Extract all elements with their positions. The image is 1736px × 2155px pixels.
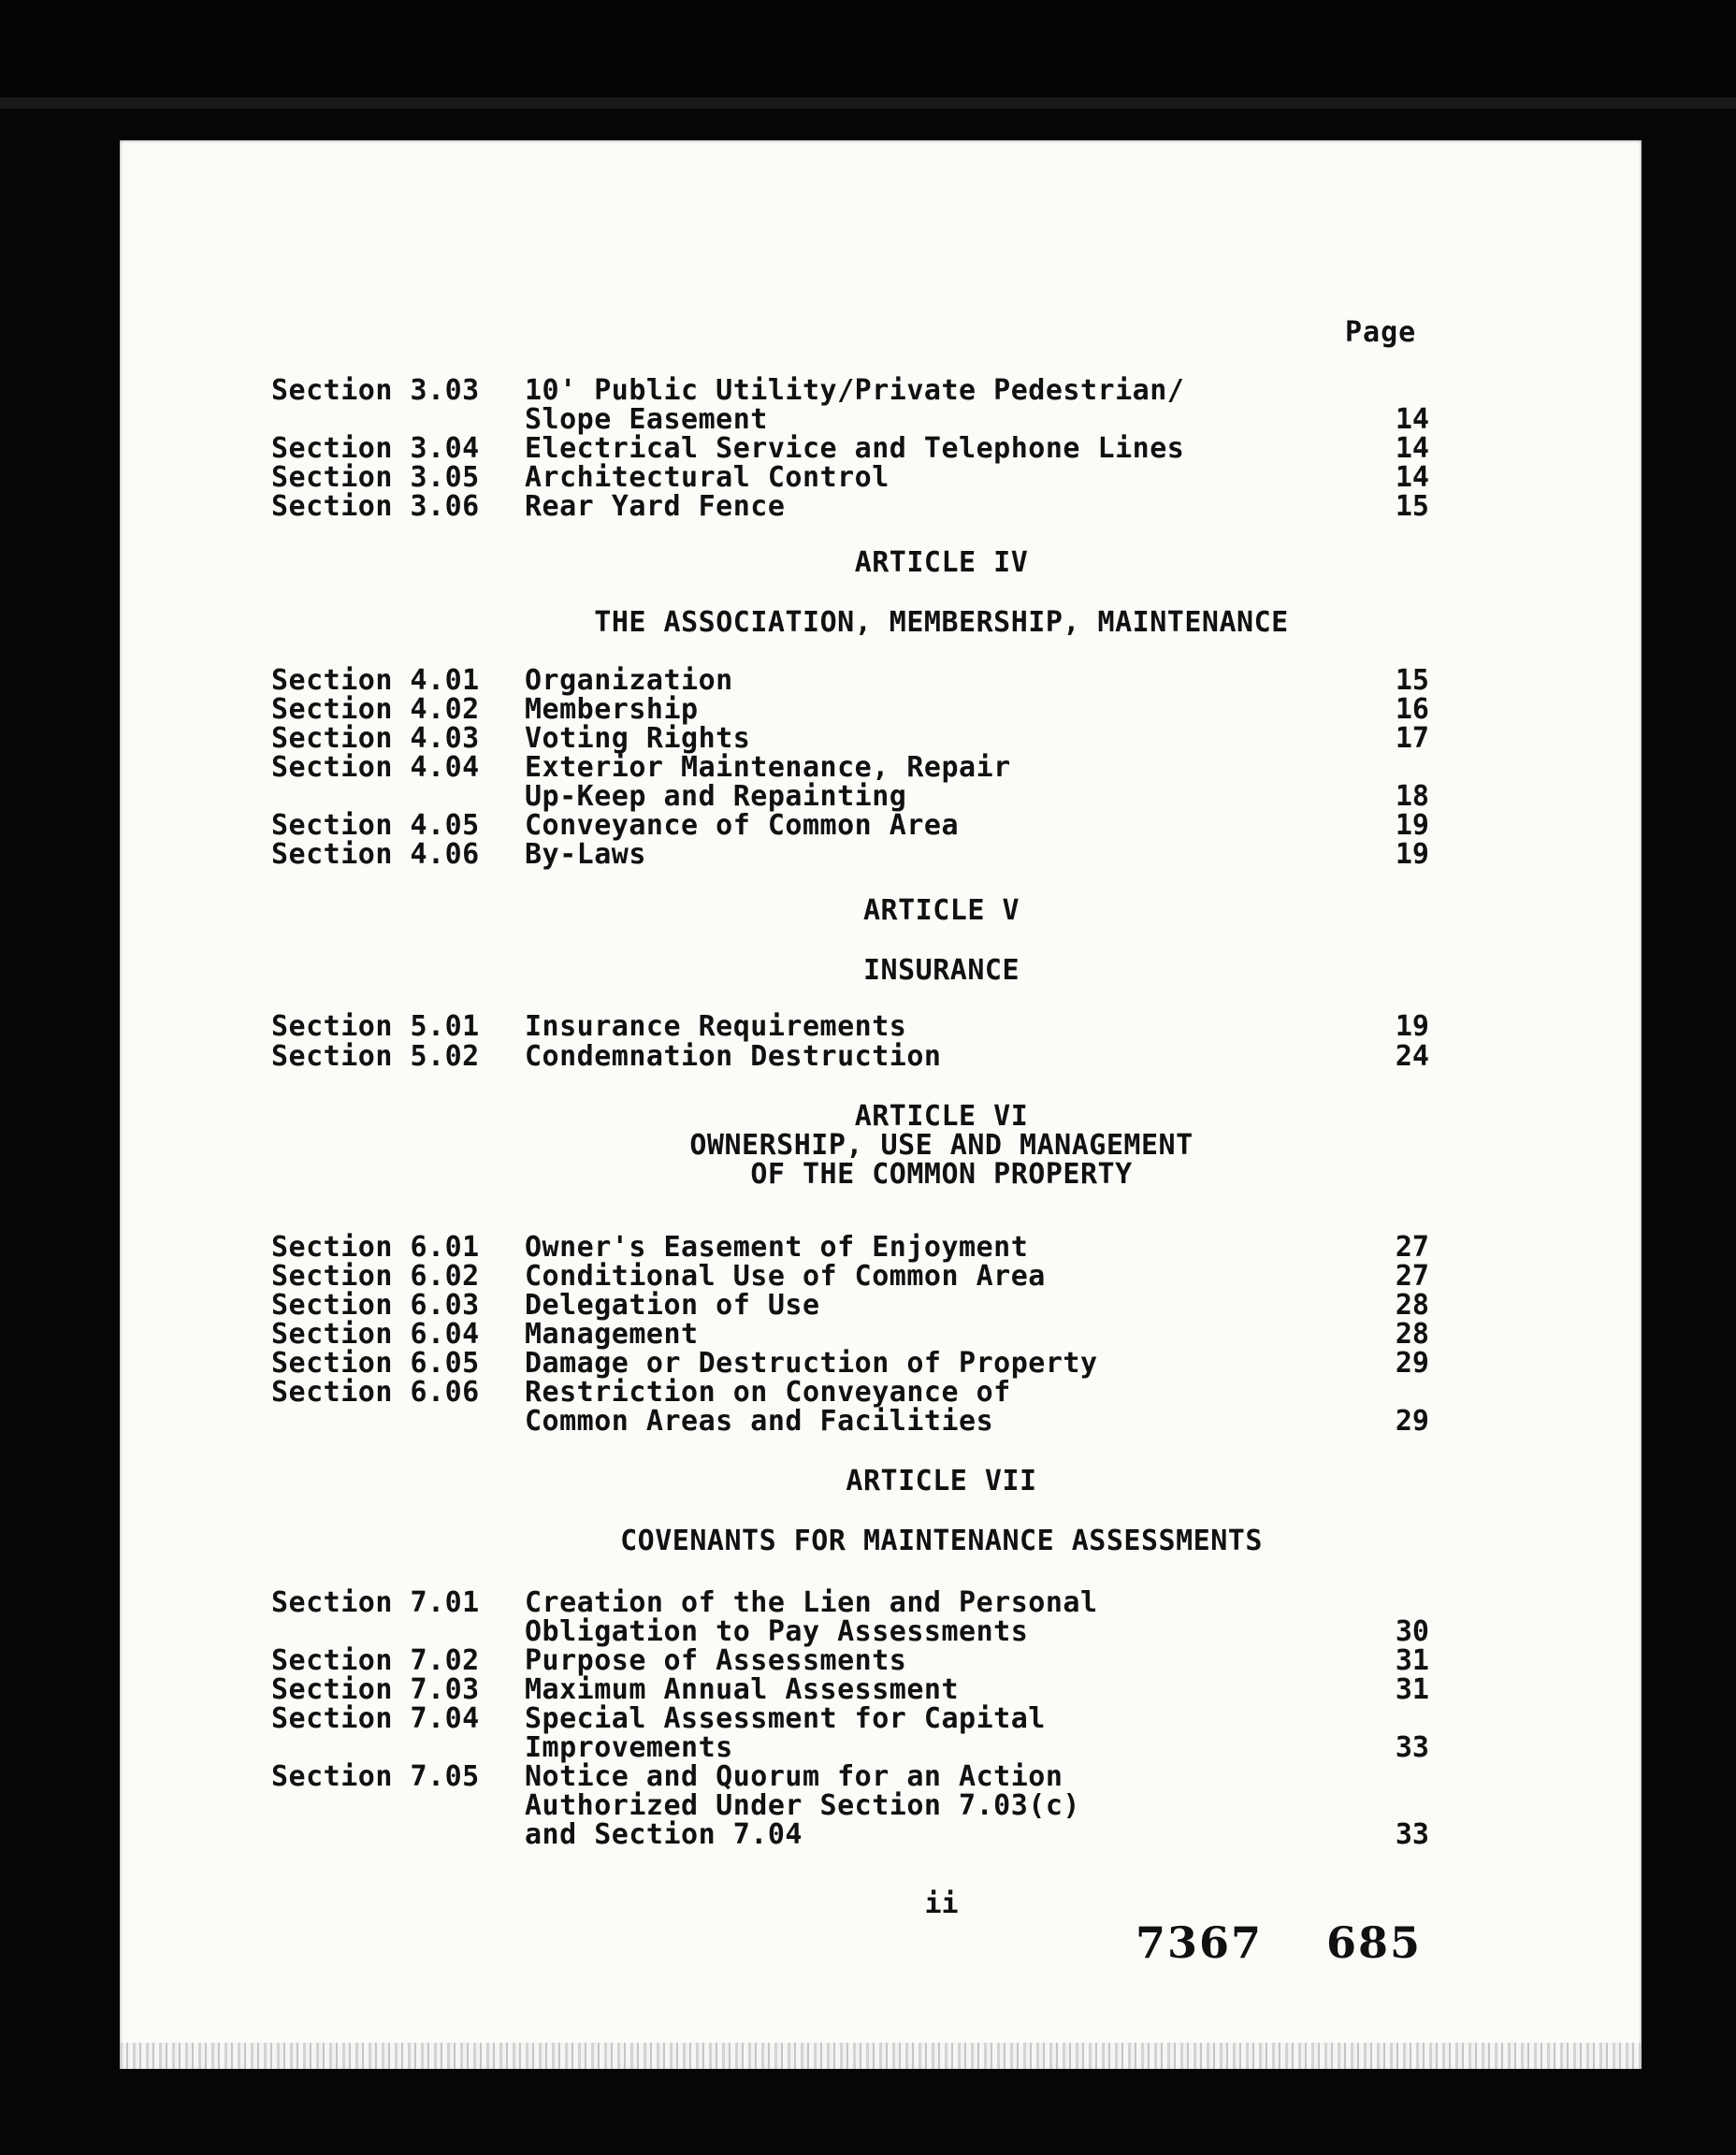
section-page: 28 [1395, 1289, 1429, 1322]
section-number: Section 7.04 [271, 1702, 480, 1735]
article-6-title-line-2: OF THE COMMON PROPERTY [750, 1158, 1133, 1191]
section-page: 17 [1395, 722, 1429, 755]
section-number: Section 6.02 [271, 1260, 480, 1293]
section-title: Damage or Destruction of Property [525, 1347, 1098, 1380]
section-number: Section 6.05 [271, 1347, 480, 1380]
section-title: Management [525, 1318, 699, 1351]
section-number: Section 6.04 [271, 1318, 480, 1351]
section-page: 33 [1395, 1731, 1429, 1764]
article-5-title: INSURANCE [862, 954, 1020, 987]
section-page: 14 [1395, 461, 1429, 494]
section-title: Voting Rights [525, 722, 751, 755]
section-title: Organization [525, 664, 733, 697]
section-page: 24 [1395, 1040, 1429, 1073]
section-title: Insurance Requirements [525, 1010, 907, 1043]
section-title: By-Laws [525, 838, 646, 871]
article-4-title: THE ASSOCIATION, MEMBERSHIP, MAINTENANCE [594, 606, 1289, 639]
section-number: Section 7.05 [271, 1760, 480, 1793]
section-page: 27 [1395, 1260, 1429, 1293]
section-page: 19 [1395, 809, 1429, 842]
table-of-contents [120, 140, 1642, 2069]
section-title: Electrical Service and Telephone Lines [525, 432, 1185, 465]
section-page: 33 [1395, 1818, 1429, 1851]
section-page: 14 [1395, 432, 1429, 465]
section-number: Section 3.06 [271, 490, 480, 523]
recording-page-number: 685 [1326, 1917, 1423, 1968]
article-7-number: ARTICLE VII [846, 1465, 1037, 1497]
section-page: 18 [1395, 780, 1429, 813]
section-page: 31 [1395, 1644, 1429, 1677]
scan-top-border [0, 0, 1736, 108]
section-title: Membership [525, 693, 699, 726]
section-number: Section 5.01 [271, 1010, 480, 1043]
section-title: Creation of the Lien and Personal Obligation to Pay Assessments [525, 1586, 1098, 1648]
section-title: Purpose of Assessments [525, 1644, 907, 1677]
section-page: 29 [1395, 1405, 1429, 1438]
section-title: 10' Public Utility/Private Pedestrian/ Slope Easement [525, 374, 1185, 436]
document-page [120, 140, 1642, 2069]
section-number: Section 4.05 [271, 809, 480, 842]
section-number: Section 6.06 [271, 1376, 480, 1409]
article-4-number: ARTICLE IV [854, 546, 1029, 579]
section-number: Section 4.06 [271, 838, 480, 871]
section-number: Section 4.02 [271, 693, 480, 726]
section-title: Rear Yard Fence [525, 490, 786, 523]
section-number: Section 4.04 [271, 751, 480, 784]
article-6-heading [120, 1102, 1642, 1189]
section-page: 19 [1395, 1010, 1429, 1043]
section-title: Conditional Use of Common Area [525, 1260, 1046, 1293]
section-page: 28 [1395, 1318, 1429, 1351]
section-number: Section 7.01 [271, 1586, 480, 1619]
section-page: 16 [1395, 693, 1429, 726]
section-number: Section 4.03 [271, 722, 480, 755]
article-7-title: COVENANTS FOR MAINTENANCE ASSESSMENTS [620, 1525, 1263, 1557]
section-number: Section 6.03 [271, 1289, 480, 1322]
section-page: 31 [1395, 1673, 1429, 1706]
section-number: Section 5.02 [271, 1040, 480, 1073]
section-title: Maximum Annual Assessment [525, 1673, 960, 1706]
section-number: Section 3.05 [271, 461, 480, 494]
page-folio: ii [924, 1887, 959, 1920]
section-title: Notice and Quorum for an Action Authorized Under Section 7.03(c) and Section 7.04 [525, 1760, 1080, 1851]
section-number: Section 3.03 [271, 374, 480, 407]
section-page: 27 [1395, 1231, 1429, 1264]
section-number: Section 6.01 [271, 1231, 480, 1264]
section-page: 30 [1395, 1615, 1429, 1648]
recording-book-number: 7367 [1136, 1917, 1264, 1968]
article-6-title-line-1: OWNERSHIP, USE AND MANAGEMENT [689, 1129, 1194, 1162]
section-number: Section 7.02 [271, 1644, 480, 1677]
page-column-header: Page [1345, 316, 1417, 349]
section-number: Section 3.04 [271, 432, 480, 465]
article-6-number: ARTICLE VI [854, 1100, 1029, 1133]
section-number: Section 4.01 [271, 664, 480, 697]
article-5-number: ARTICLE V [862, 894, 1020, 927]
section-page: 29 [1395, 1347, 1429, 1380]
section-title: Exterior Maintenance, Repair Up-Keep and Repainting [525, 751, 1011, 813]
section-title: Architectural Control [525, 461, 890, 494]
section-page: 19 [1395, 838, 1429, 871]
scan-edge-noise [120, 2043, 1642, 2069]
section-page: 15 [1395, 664, 1429, 697]
section-page: 15 [1395, 490, 1429, 523]
section-title: Special Assessment for Capital Improvements [525, 1702, 1046, 1764]
section-title: Delegation of Use [525, 1289, 820, 1322]
section-page: 14 [1395, 403, 1429, 436]
section-title: Condemnation Destruction [525, 1040, 942, 1073]
section-title: Conveyance of Common Area [525, 809, 960, 842]
section-title: Restriction on Conveyance of Common Areas and Facilities [525, 1376, 1011, 1438]
section-title: Owner's Easement of Enjoyment [525, 1231, 1029, 1264]
section-number: Section 7.03 [271, 1673, 480, 1706]
